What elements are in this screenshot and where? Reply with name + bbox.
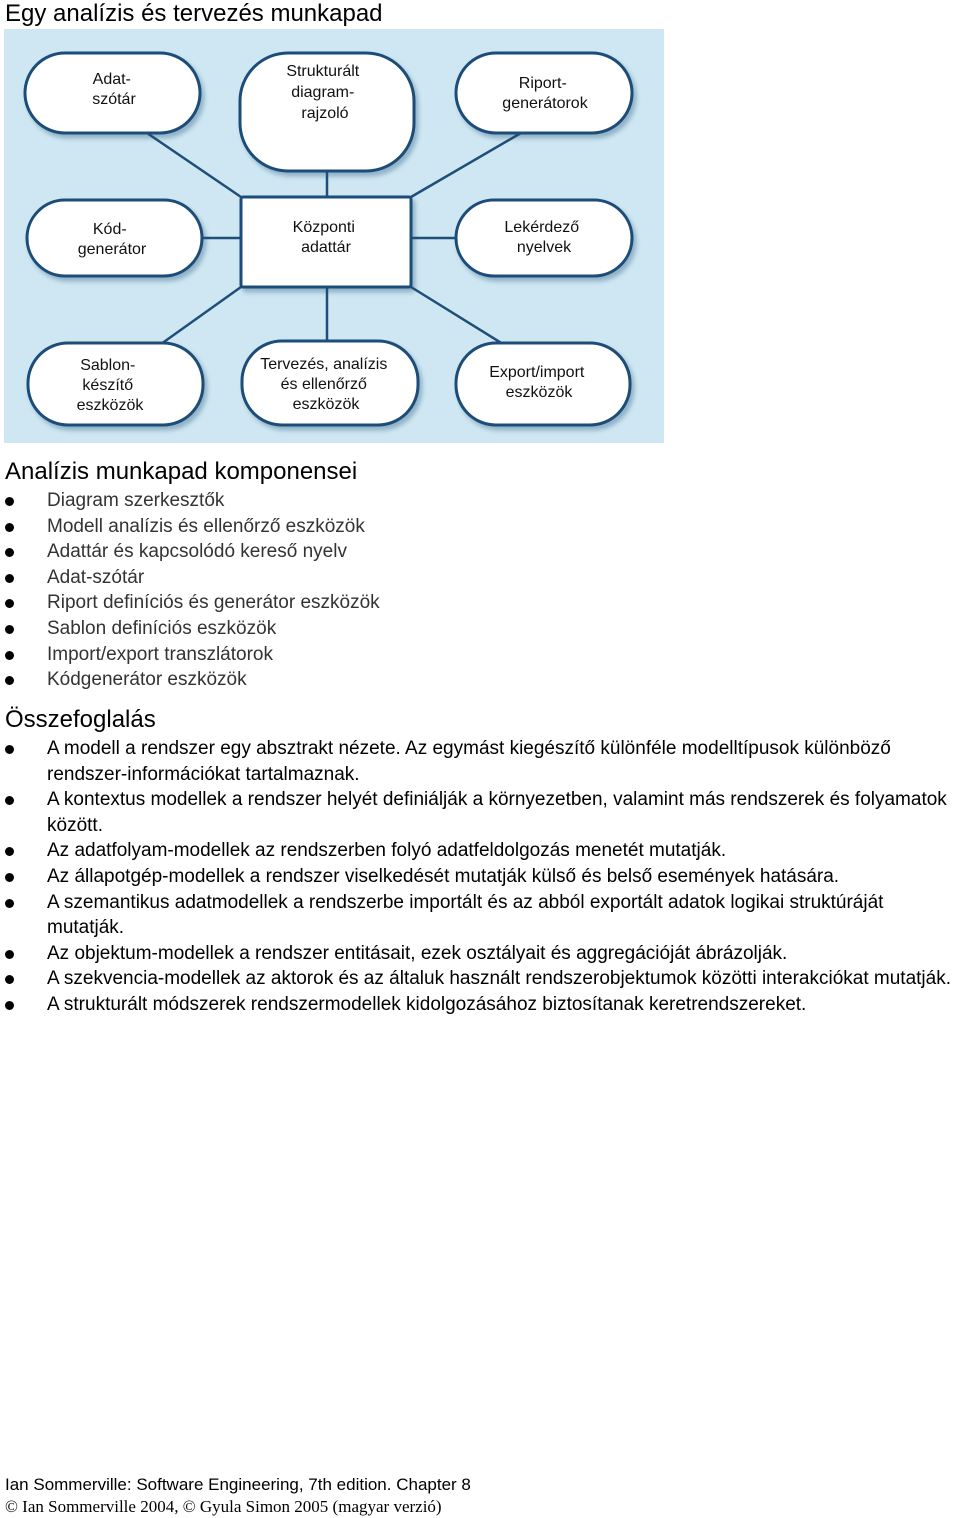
node-top-right-shape bbox=[456, 53, 632, 133]
node-mid-right-shape bbox=[456, 200, 632, 276]
section-heading-summary: Összefoglalás bbox=[5, 706, 156, 733]
list-item: Az adatfolyam-modellek az rendszerben folyó adatfeldolgozás menetét mutatják. bbox=[0, 838, 960, 864]
list-item: Az állapotgép-modellek a rendszer viselkedését mutatják külső és belső események hatására. bbox=[0, 864, 960, 890]
list-item: Modell analízis és ellenőrző eszközök bbox=[0, 514, 960, 540]
section-heading-components: Analízis munkapad komponensei bbox=[5, 458, 358, 485]
list-item: A kontextus modellek a rendszer helyét definiálják a környezetben, valamint más rendszerek és folyamatok között. bbox=[0, 787, 960, 838]
list-item: Kódgenerátor eszközök bbox=[0, 667, 960, 693]
footer-source: Ian Sommerville: Software Engineering, 7th edition. Chapter 8 bbox=[5, 1475, 471, 1494]
node-bottom-left-label: Sablon- készítő eszközök bbox=[76, 357, 144, 414]
list-item: A strukturált módszerek rendszermodellek kidolgozásához biztosítanak keretrendszereket. bbox=[0, 992, 960, 1018]
summary-list bbox=[0, 736, 960, 1018]
list-item: A modell a rendszer egy absztrakt nézete. Az egymást kiegészítő különféle modelltípusok különböző rendszer-információkat tartalmaznak. bbox=[0, 736, 960, 787]
footer-copyright: © Ian Sommerville 2004, © Gyula Simon 2005 (magyar verzió) bbox=[5, 1497, 442, 1516]
node-top-right-label: Riport- generátorok bbox=[502, 75, 588, 112]
node-top-center-label: Strukturált diagram- rajzoló bbox=[286, 63, 360, 122]
connector-bottom-left bbox=[154, 287, 241, 349]
node-mid-left-shape bbox=[27, 200, 202, 276]
node-top-left-label: Adat- szótár bbox=[92, 71, 136, 108]
workbench-diagram bbox=[4, 29, 664, 443]
connector-top-left bbox=[147, 133, 241, 197]
list-item: A szemantikus adatmodellek a rendszerbe importált és az abból exportált adatok logikai struktúráját mutatják. bbox=[0, 890, 960, 941]
workbench-diagram-svg bbox=[4, 29, 664, 443]
node-mid-right-label: Lekérdező nyelvek bbox=[504, 219, 580, 256]
list-item: Adat-szótár bbox=[0, 565, 960, 591]
list-item: Sablon definíciós eszközök bbox=[0, 616, 960, 642]
node-mid-left-label: Kód- generátor bbox=[77, 221, 147, 258]
node-bottom-right-label: Export/import eszközök bbox=[489, 364, 585, 401]
list-item: Riport definíciós és generátor eszközök bbox=[0, 590, 960, 616]
connector-top-right bbox=[411, 133, 521, 197]
list-item: Diagram szerkesztők bbox=[0, 488, 960, 514]
components-list bbox=[0, 488, 960, 693]
list-item: Import/export transzlátorok bbox=[0, 642, 960, 668]
list-item: Adattár és kapcsolódó kereső nyelv bbox=[0, 539, 960, 565]
node-center-label: Központi adattár bbox=[292, 219, 355, 256]
list-item: A szekvencia-modellek az aktorok és az általuk használt rendszerobjektumok közötti interakciókat mutatják. bbox=[0, 966, 960, 992]
list-item: Az objektum-modellek a rendszer entitásait, ezek osztályait és aggregációját ábrázolják. bbox=[0, 941, 960, 967]
page-title: Egy analízis és tervezés munkapad bbox=[5, 0, 383, 27]
connector-bottom-right bbox=[411, 287, 511, 349]
node-bottom-center-label: Tervezés, analízis és ellenőrző eszközök bbox=[260, 356, 388, 413]
